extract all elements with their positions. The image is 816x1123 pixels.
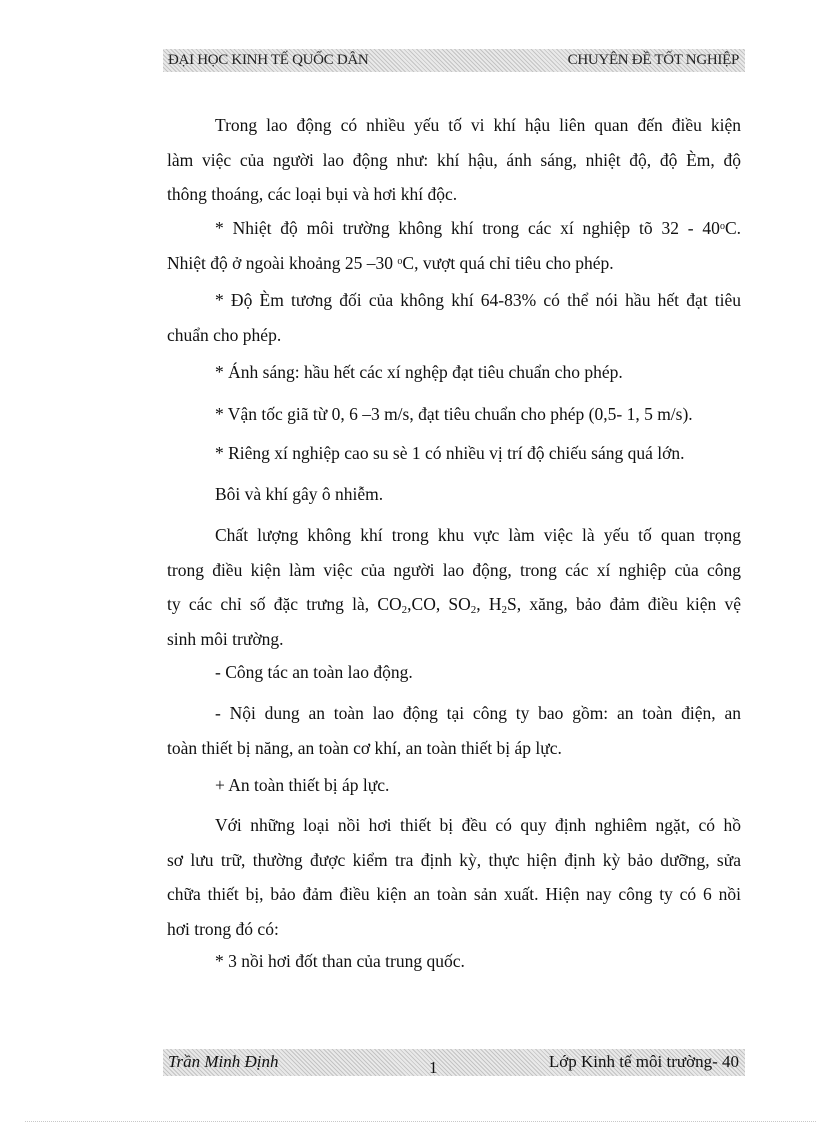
page-number: 1: [429, 1058, 438, 1077]
paragraph-microclimate: [167, 108, 741, 212]
paragraph-labor-safety: - Công tác an toàn lao động.: [215, 662, 413, 682]
text-line: thông thoáng, các loại bụi và hơi khí độc.: [167, 184, 458, 204]
text-segment: ,CO, SO: [407, 594, 471, 614]
text-line: chữa thiết bị, bảo đảm điều kiện an toàn sản xuất. Hiện nay công ty có 6 nồi: [167, 884, 741, 904]
paragraph-temperature: [167, 211, 741, 280]
header-university: ĐẠI HỌC KINH TẾ QUỐC DÂN: [168, 52, 369, 68]
text-line: toàn thiết bị năng, an toàn cơ khí, an toàn thiết bị áp lực.: [167, 737, 562, 758]
paragraph-air-quality: [167, 518, 741, 656]
footer-author: Trần Minh Định: [168, 1052, 279, 1071]
subscript: 2: [501, 604, 508, 616]
page-bottom-divider: [25, 1121, 816, 1122]
paragraph-pressure-safety: + An toàn thiết bị áp lực.: [215, 775, 390, 795]
paragraph-lighting: * Ánh sáng: hầu hết các xí nghệp đạt tiêu chuẩn cho phép.: [215, 362, 623, 382]
degree-mark: o: [397, 255, 403, 267]
paragraph-boilers: [167, 808, 741, 946]
text-line: sơ lưu trữ, thường được kiểm tra định kỳ, thực hiện định kỳ bảo dưỡng, sửa: [167, 849, 741, 870]
text-line: trong điều kiện làm việc của người lao động, trong các xí nghiệp của công: [167, 559, 741, 580]
text-segment: * Nhiệt độ môi trường không khí trong các xí nghiệp tõ 32 - 40: [215, 218, 720, 238]
text-line: [167, 587, 741, 622]
page-header: [163, 49, 745, 72]
header-document-type: CHUYÊN ĐỀ TỐT NGHIỆP: [567, 52, 739, 68]
paragraph-wind-speed: * Vận tốc giã từ 0, 6 –3 m/s, đạt tiêu chuẩn cho phép (0,5- 1, 5 m/s).: [215, 404, 693, 424]
text-line: sinh môi trường.: [167, 628, 284, 649]
footer-class: Lớp Kinh tế môi trường- 40: [548, 1052, 739, 1071]
paragraph-humidity: [167, 283, 741, 352]
paragraph-dust-gas: Bôi và khí gây ô nhiễm.: [215, 484, 384, 504]
subscript: 2: [401, 604, 408, 616]
text-segment: C, vượt quá chỉ tiêu cho phép.: [402, 252, 614, 273]
text-segment: C.: [724, 218, 741, 238]
text-line: - Nội dung an toàn lao động tại công ty bao gồm: an toàn điện, an: [215, 703, 741, 723]
page-footer: [163, 1049, 745, 1076]
text-line: Chất lượng không khí trong khu vực làm việc là yếu tố quan trọng: [215, 525, 741, 545]
paragraph-rubber-factory: * Riêng xí nghiệp cao su sè 1 có nhiều vị trí độ chiếu sáng quá lớn.: [215, 443, 685, 463]
text-line: [167, 211, 741, 246]
text-segment: , H: [476, 594, 502, 614]
text-line: chuẩn cho phép.: [167, 324, 282, 345]
text-line: Trong lao động có nhiều yếu tố vi khí hậu liên quan đến điều kiện: [215, 115, 741, 135]
text-segment: S, xăng, bảo đảm điều kiện vệ: [507, 594, 741, 614]
text-line: Với những loại nồi hơi thiết bị đều có quy định nghiêm ngặt, có hồ: [215, 815, 741, 835]
paragraph-safety-content: [167, 696, 741, 765]
subscript: 2: [470, 604, 477, 616]
text-line: làm việc của người lao động như: khí hậu, ánh sáng, nhiệt độ, độ Èm, độ: [167, 149, 741, 170]
text-line: hơi trong đó có:: [167, 918, 279, 939]
text-segment: Nhiệt độ ở ngoài khoảng 25 –30: [167, 252, 398, 273]
paragraph-coal-boilers: * 3 nồi hơi đốt than của trung quốc.: [215, 951, 465, 971]
text-segment: ty các chỉ số đặc trưng là, CO: [167, 594, 402, 614]
degree-mark: o: [719, 221, 725, 232]
text-line: * Độ Èm tương đối của không khí 64-83% có thể nói hầu hết đạt tiêu: [215, 290, 741, 310]
text-line: [167, 246, 741, 281]
